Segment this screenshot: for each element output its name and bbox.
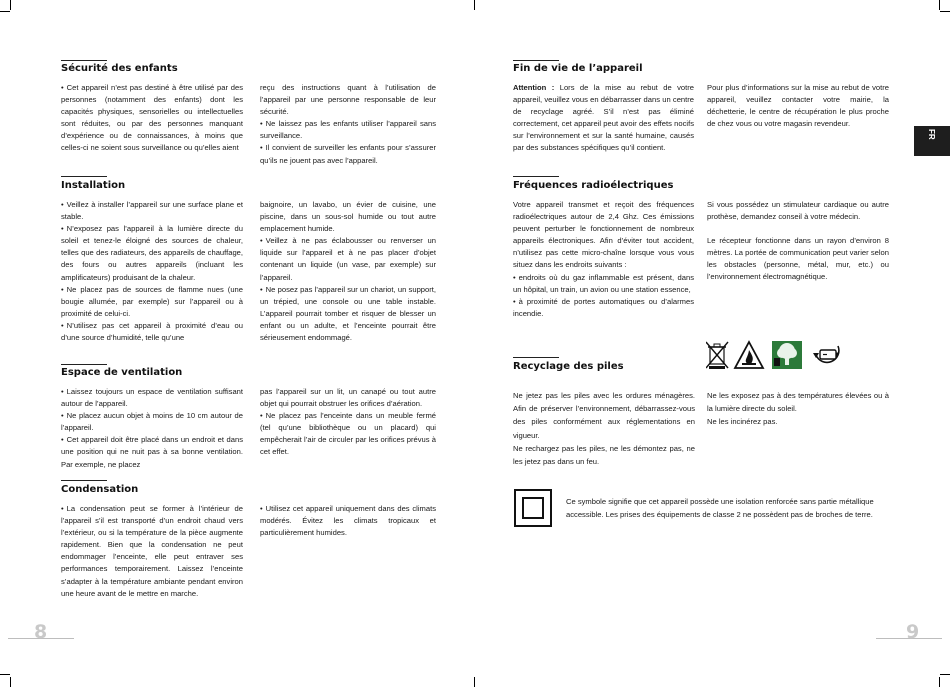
section-title-installation: Installation [61, 180, 126, 191]
list-item: baignoire, un lavabo, un évier de cuisine, une piscine, dans un sous-sol humide ou tout autre emplacement humide. [260, 200, 436, 234]
tree-disposal-icon [772, 341, 802, 369]
condensation-col2 [260, 503, 436, 539]
section-title-fin-de-vie: Fin de vie de l’appareil [513, 63, 643, 74]
frequences-col1 [513, 199, 694, 320]
section-title-condensation: Condensation [61, 484, 139, 495]
list-item: • La condensation peut se former à l’intérieur de l’appareil s’il est transporté d’un endroit chaud vers l’extérieur, ou si la température de la pièce augmente rapidement. Bien que la condensation ne peut endommager l’enceinte, elle peut entraver ses performances temporairement. Laissez l’enceinte s’adapter à la température ambiante pendant environ une heure avant de le mettre en marche. [61, 504, 243, 598]
list-item: • endroits où du gaz inflammable est présent, dans un hôpital, un train, un avion ou une station essence, [513, 272, 694, 294]
section-rule [61, 480, 107, 481]
list-item: • Ne placez pas l’enceinte dans un meuble fermé (tel qu’une bibliothèque ou un placard) qui empêcherait l’air de circuler par les orifices prévus à cet effet. [260, 411, 436, 457]
list-item: • à proximité de portes automatiques ou d’alarmes incendie. [513, 296, 694, 318]
condensation-col1 [61, 503, 243, 600]
section-rule [61, 60, 107, 61]
list-item: • N’utilisez pas cet appareil à proximité d’eau ou d’une source d’humidité, telle qu’une [61, 320, 243, 343]
section-rule [61, 176, 107, 177]
recyclage-col1: Ne jetez pas les piles avec les ordures ménagères. Afin de préserver l’environnement, débarrassez-vous des piles conformément aux réglementations en vigueur. Ne rechargez pas les piles, ne les démontez pas, ne les jetez pas dans un feu. [513, 391, 695, 467]
recycling-icons [706, 340, 852, 370]
list-item: • Veillez à ne pas éclabousser ou renverser un liquide sur l’appareil et à ne pas placer d’objet contenant un liquide (un vase, par exemple) sur l’appareil. [260, 236, 436, 282]
list-item: • Laissez toujours un espace de ventilation suffisant autour de l’appareil. [61, 387, 243, 409]
frequences-col2: Si vous possédez un stimulateur cardiaque ou autre prothèse, demandez conseil à votre médecin. Le récepteur fonctionne dans un rayon d’environ 8 mètres. La portée de communication peut varier selon les obstacles (personne, métal, mur, etc.) ou l’environnement électromagnétique. [707, 200, 889, 282]
list-item: • N’exposez pas l’appareil à la lumière directe du soleil et tenez-le éloigné des sources de chaleur, telles que des radiateurs, des appareils de chauffage, des fours ou autres appareils (incluant les amplificateurs) produisant de la chaleur. [61, 224, 243, 282]
installation-col1 [61, 199, 243, 344]
list-item: • Cet appareil n’est pas destiné à être utilisé par des personnes (notamment des enfants) dont les capacités physiques, sensorielles ou intellectuelles sont réduites, ou par des personnes manquant d’expérience ou de connaissances, à moins que celles-ci ne soient sous surveillance ou qu’elles aient [61, 83, 243, 153]
list-item: • Il convient de surveiller les enfants pour s’assurer qu’ils ne jouent pas avec l’appareil. [260, 143, 436, 165]
crop-mark [940, 674, 950, 675]
crop-mark [940, 11, 950, 12]
language-tab: FR [914, 126, 950, 156]
section-title-ventilation: Espace de ventilation [61, 367, 183, 378]
section-rule [513, 176, 559, 177]
recyclage-col2: Ne les exposez pas à des températures élevées ou à la lumière directe du soleil. Ne les incinérez pas. [707, 391, 889, 427]
crop-mark [10, 0, 11, 10]
class2-double-square-icon [514, 489, 552, 527]
page-number: 8 [34, 621, 48, 643]
ventilation-col1 [61, 386, 243, 471]
crop-mark [939, 677, 940, 687]
section-title-recyclage: Recyclage des piles [513, 361, 624, 372]
list-item: • Utilisez cet appareil uniquement dans des climats modérés. Évitez les climats tropicaux et particulièrement humides. [260, 504, 436, 538]
crop-mark [939, 0, 940, 10]
section-title-frequences: Fréquences radioélectriques [513, 180, 674, 191]
attention-label: Attention : [513, 83, 555, 92]
section-title-securite: Sécurité des enfants [61, 63, 178, 74]
securite-col1 [61, 82, 243, 155]
section-rule [61, 364, 107, 365]
class2-note: Ce symbole signifie que cet appareil possède une isolation renforcée sans partie métallique accessible. Les prises des équipements de classe 2 ne possèdent pas de broches de terre. [566, 497, 874, 519]
list-item: • Ne laissez pas les enfants utiliser l’appareil sans surveillance. [260, 119, 436, 141]
list-item: Votre appareil transmet et reçoit des fréquences radioélectriques autour de 2,4 Ghz. Ces émissions peuvent perturber le fonctionnement de nombreux appareils électroniques. Afin d’éviter tout accident, n’utilisez pas cette micro-chaîne lorsque vous vous situez dans les endroits suivants : [513, 200, 694, 270]
fin-de-vie-col1: Attention : Lors de la mise au rebut de votre appareil, veuillez vous en débarrasser dans un centre de recyclage agréé. S’il n’est pas éliminé correctement, cet appareil peut avoir des effets nocifs sur l’environnement et sur la santé humaine, causés par des substances spécifiques qu’il contient. [513, 83, 694, 153]
battery-recycle-icon [813, 346, 839, 362]
list-item: pas l’appareil sur un lit, un canapé ou tout autre objet qui pourrait obstruer les orifices d’aération. [260, 387, 436, 409]
fire-warning-icon [735, 342, 763, 368]
section-rule [513, 357, 559, 358]
page-number: 9 [906, 621, 920, 643]
crossed-bin-icon [706, 342, 728, 369]
list-item: reçu des instructions quant à l’utilisation de l’appareil par une personne responsable de leur sécurité. [260, 83, 436, 117]
list-item: • Veillez à installer l’appareil sur une surface plane et stable. [61, 200, 243, 222]
crop-mark [474, 0, 475, 10]
securite-col2 [260, 82, 436, 167]
crop-mark [0, 11, 10, 12]
crop-mark [0, 674, 10, 675]
installation-col2 [260, 199, 436, 344]
list-item: • Cet appareil doit être placé dans un endroit et dans une position qui ne nuit pas à sa bonne ventilation. Par exemple, ne placez [61, 435, 243, 469]
ventilation-col2 [260, 386, 436, 459]
section-rule [513, 60, 559, 61]
crop-mark [10, 677, 11, 687]
fin-de-vie-col2: Pour plus d’informations sur la mise au rebut de votre appareil, veuillez contacter votre mairie, la déchetterie, le centre de récupération le plus proche de chez vous ou votre magasin revendeur. [707, 83, 889, 129]
list-item: • Ne placez aucun objet à moins de 10 cm autour de l’appareil. [61, 411, 243, 433]
list-item: • Ne posez pas l’appareil sur un chariot, un support, un trépied, une console ou une table instable. L’appareil pourrait tomber et risquer de blesser un enfant ou un adulte, et l’enceinte pourrait être sérieusement endommagé. [260, 284, 436, 343]
crop-mark [474, 677, 475, 687]
list-item: • Ne placez pas de sources de flamme nues (une bougie allumée, par exemple) sur l’appareil ou à proximité de celui-ci. [61, 284, 243, 318]
